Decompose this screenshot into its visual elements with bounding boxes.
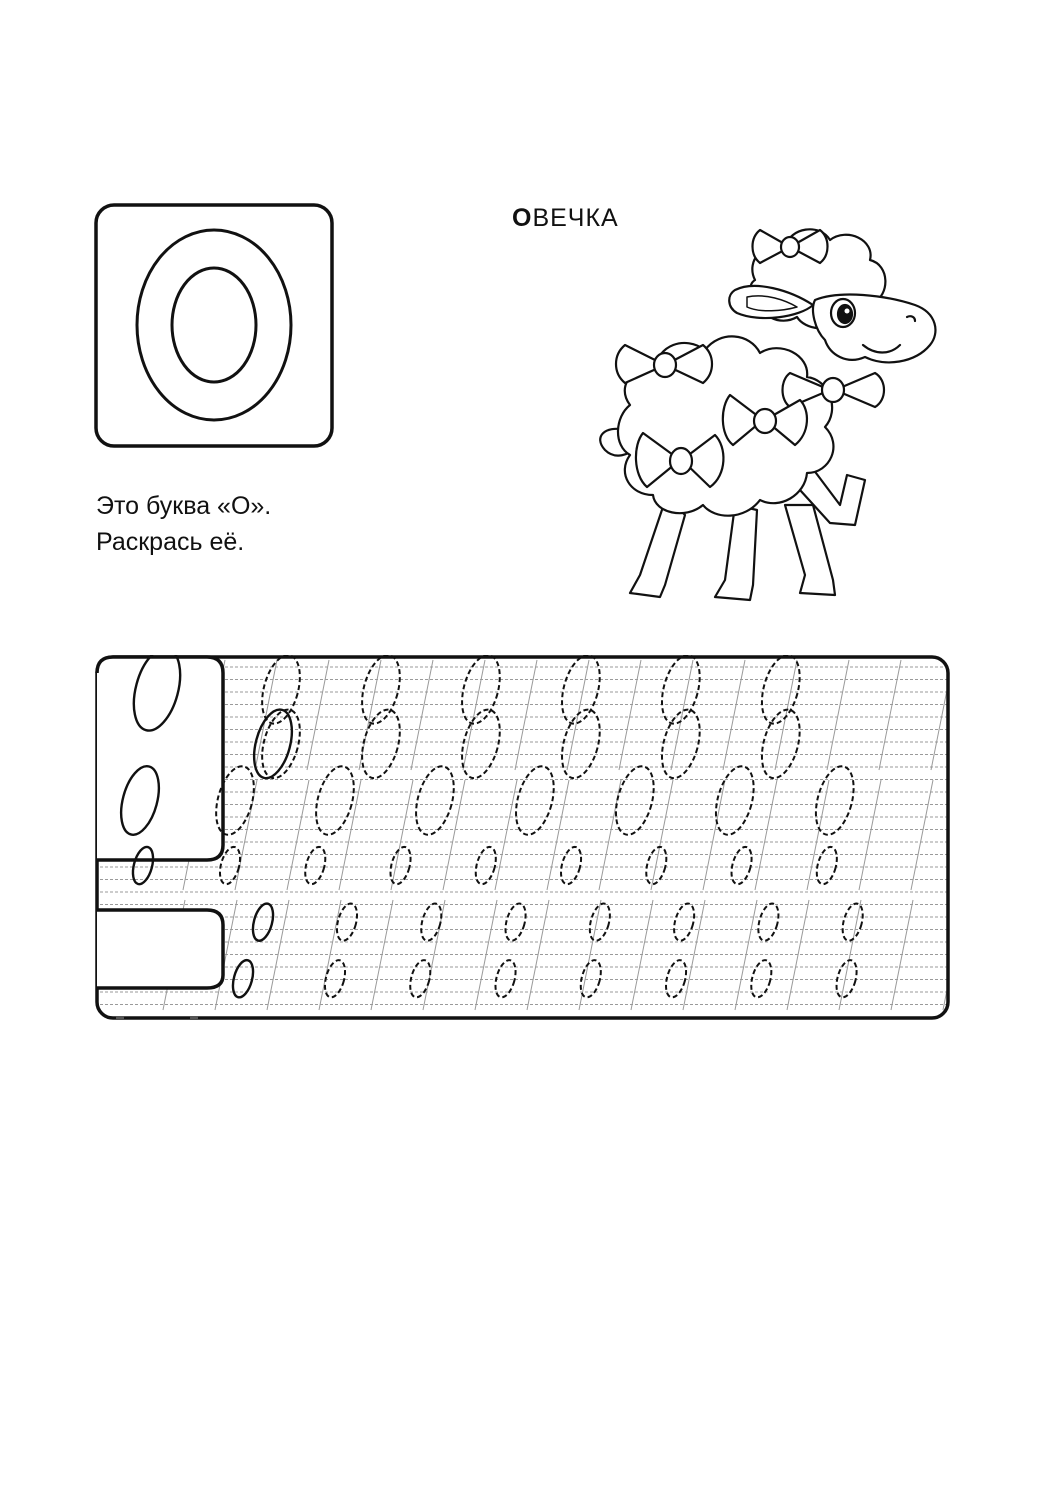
lowercase-trace-letter[interactable]: [418, 901, 445, 943]
slant-line: [443, 780, 465, 890]
uppercase-trace-letter[interactable]: [309, 762, 360, 839]
slant-line: [515, 660, 537, 770]
lowercase-trace-letter[interactable]: [302, 845, 329, 887]
lowercase-trace-letter[interactable]: [472, 845, 499, 887]
lowercase-trace-letter[interactable]: [557, 845, 584, 887]
sheep-with-bows-icon[interactable]: [585, 205, 945, 605]
uppercase-trace-letter[interactable]: [709, 762, 760, 839]
slant-line: [307, 660, 329, 770]
letter-o-outline-icon[interactable]: [137, 230, 291, 420]
lowercase-trace-letter[interactable]: [492, 958, 519, 1000]
slant-line: [391, 780, 413, 890]
lowercase-trace-letter[interactable]: [755, 901, 782, 943]
slant-line: [703, 780, 725, 890]
example-word-first-letter: О: [512, 204, 533, 232]
lowercase-trace-letter[interactable]: [670, 901, 697, 943]
slant-line: [911, 780, 933, 890]
slant-line: [411, 660, 433, 770]
lowercase-trace-letter[interactable]: [502, 901, 529, 943]
instruction-text: [96, 488, 271, 560]
slant-line: [651, 780, 673, 890]
slant-line: [619, 660, 641, 770]
slant-line: [495, 780, 517, 890]
lowercase-trace-letter[interactable]: [333, 901, 360, 943]
lowercase-trace-letter[interactable]: [577, 958, 604, 1000]
slant-line: [859, 780, 881, 890]
slant-line: [723, 660, 745, 770]
lowercase-sample-letter[interactable]: [249, 901, 276, 943]
example-word-rest: ВЕЧКА: [532, 204, 619, 232]
lowercase-sample-tab: [97, 910, 223, 988]
instruction-line-1: Это буква «О».: [96, 492, 272, 520]
lowercase-trace-letter[interactable]: [387, 845, 414, 887]
slant-line: [827, 660, 849, 770]
slant-line: [671, 660, 693, 770]
letter-o-card: [94, 203, 334, 448]
lowercase-trace-letter[interactable]: [728, 845, 755, 887]
instruction-line-2: Раскрась её.: [96, 528, 245, 556]
page-mark-right: [190, 1016, 198, 1019]
slant-line: [339, 780, 361, 890]
lowercase-sample-letter[interactable]: [229, 958, 256, 1000]
lowercase-trace-letter[interactable]: [662, 958, 689, 1000]
slant-line: [879, 660, 901, 770]
uppercase-trace-letter[interactable]: [509, 762, 560, 839]
uppercase-trace-letter[interactable]: [809, 762, 860, 839]
slant-line: [255, 660, 277, 770]
lowercase-trace-letter[interactable]: [839, 901, 866, 943]
handwriting-practice-sheet: [95, 655, 950, 1020]
lowercase-trace-letter[interactable]: [321, 958, 348, 1000]
slant-line: [547, 780, 569, 890]
lowercase-trace-letter[interactable]: [407, 958, 434, 1000]
uppercase-trace-letter[interactable]: [409, 762, 460, 839]
lowercase-trace-letter[interactable]: [833, 958, 860, 1000]
lowercase-trace-letter[interactable]: [748, 958, 775, 1000]
page-mark-left: [116, 1016, 124, 1019]
slant-line: [755, 780, 777, 890]
lowercase-trace-letter[interactable]: [813, 845, 840, 887]
uppercase-sample-tab: [97, 657, 223, 860]
